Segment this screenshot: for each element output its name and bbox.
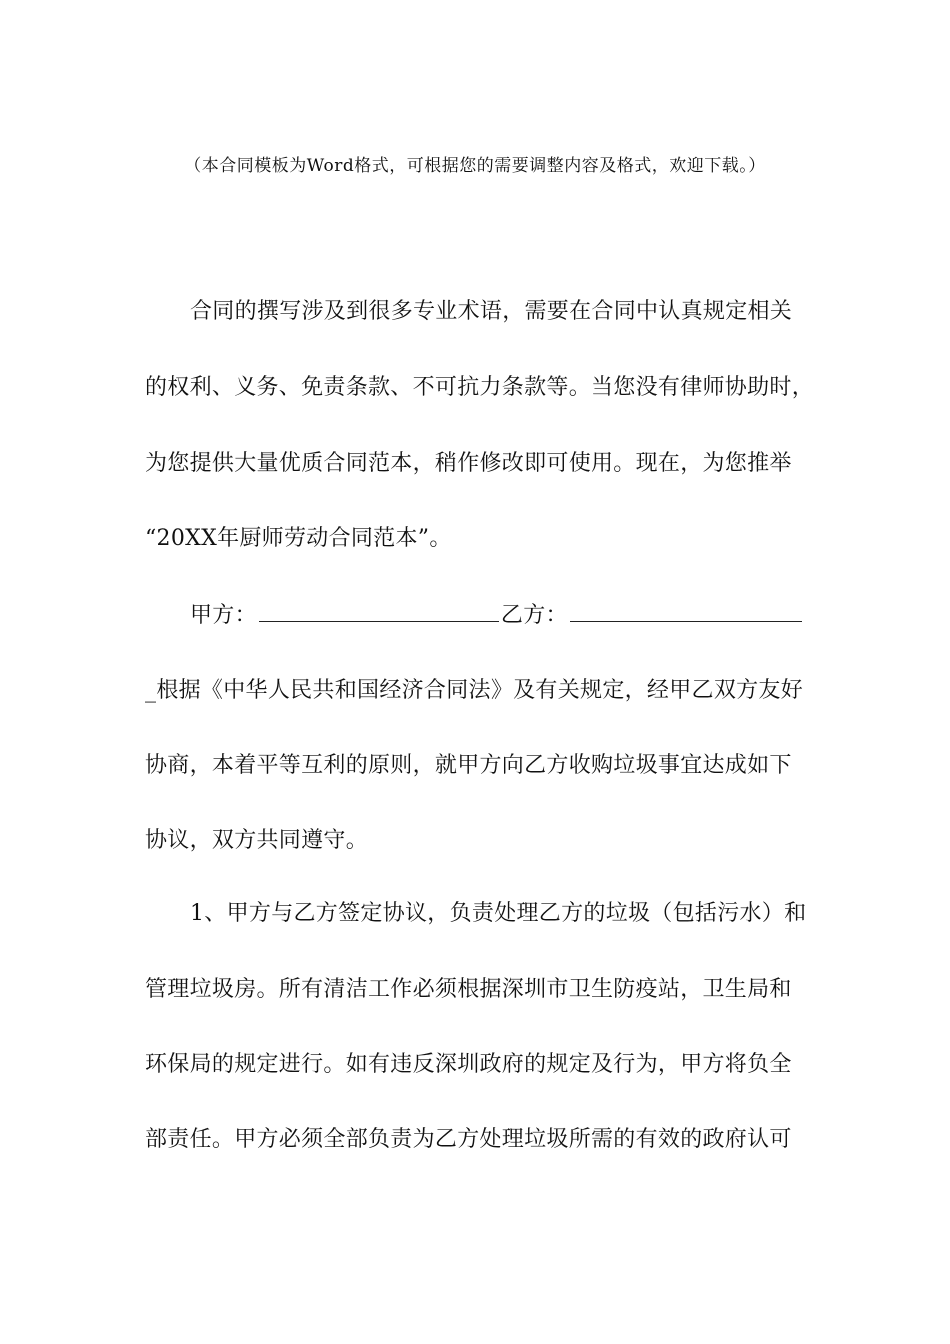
template-notice: （本合同模板为Word格式，可根据您的需要调整内容及格式，欢迎下载。） xyxy=(184,156,766,176)
parties-text-2: 根据《中华人民共和国经济合同法》及有关规定，经甲乙双方友好 xyxy=(156,678,804,703)
underscore-continuation: _ xyxy=(145,678,157,703)
party-b-blank[interactable] xyxy=(570,599,802,622)
parties-line-4: 协议，双方共同遵守。 xyxy=(145,828,369,853)
intro-line-3: 为您提供大量优质合同范本，稍作修改即可使用。现在，为您推举 xyxy=(145,451,792,476)
party-a-blank[interactable] xyxy=(259,599,499,622)
parties-line-2 xyxy=(145,676,805,706)
clause1-line-2: 管理垃圾房。所有清洁工作必须根据深圳市卫生防疫站，卫生局和 xyxy=(145,977,792,1002)
clause1-line-3: 环保局的规定进行。如有违反深圳政府的规定及行为，甲方将负全 xyxy=(145,1052,792,1077)
intro-line-2: 的权利、义务、免责条款、不可抗力条款等。当您没有律师协助时， xyxy=(145,375,815,400)
clause1-line-1: 1、甲方与乙方签定协议，负责处理乙方的垃圾（包括污水）和 xyxy=(190,901,807,926)
parties-line xyxy=(145,599,805,631)
party-b-label: 乙方： xyxy=(500,603,568,628)
parties-line-3: 协商，本着平等互利的原则，就甲方向乙方收购垃圾事宜达成如下 xyxy=(145,753,792,778)
intro-line-4: “20XX年厨师劳动合同范本”。 xyxy=(145,526,452,551)
intro-line-1: 合同的撰写涉及到很多专业术语，需要在合同中认真规定相关 xyxy=(190,299,793,324)
party-a-label: 甲方： xyxy=(190,603,257,628)
clause1-line-4: 部责任。甲方必须全部负责为乙方处理垃圾所需的有效的政府认可 xyxy=(145,1127,792,1152)
